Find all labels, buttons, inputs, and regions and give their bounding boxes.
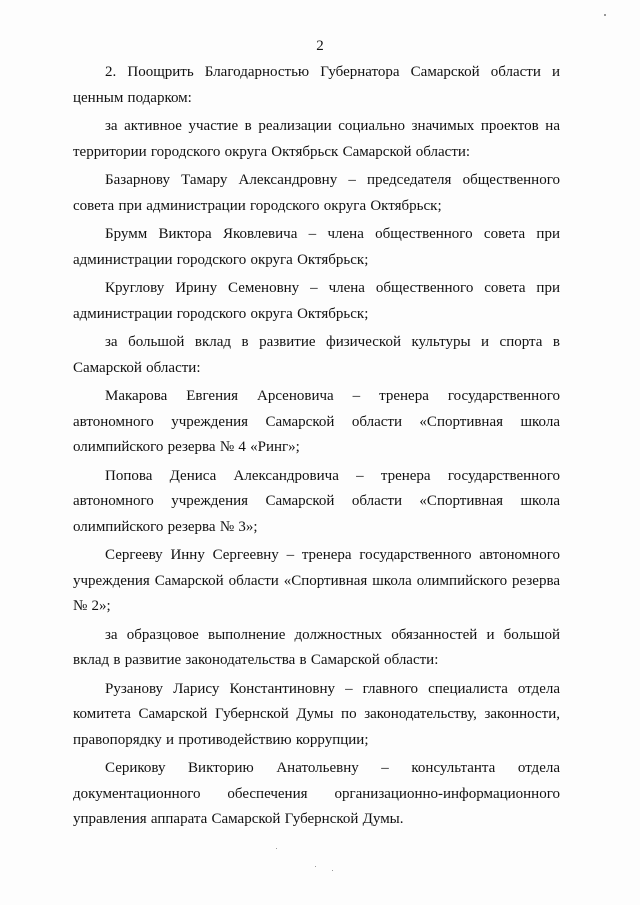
paragraph-person-sergeeva: Сергееву Инну Сергеевну – тренера государственного автономного учреждения Самарской области «Спортивная школа олимпийского резерва № 2»; (73, 547, 560, 614)
paragraph-person-serikova: Серикову Викторию Анатольевну – консультанта отдела документационного обеспечения организационно-информационного управления аппарата Самарской Губернской Думы. (73, 760, 560, 827)
document-body (73, 60, 560, 833)
paragraph-person-brumm: Брумм Виктора Яковлевича – члена общественного совета при администрации городского округа Октябрьск; (73, 226, 560, 268)
scan-speck (332, 870, 333, 871)
scan-speck (276, 848, 277, 849)
page-number: 2 (316, 38, 324, 54)
paragraph-category-social-projects: за активное участие в реализации социально значимых проектов на территории городского округа Октябрьск Самарской области: (73, 118, 560, 160)
paragraph-person-kruglova: Круглову Ирину Семеновну – члена общественного совета при администрации городского округа Октябрьск; (73, 280, 560, 322)
paragraph-person-popov: Попова Дениса Александровича – тренера государственного автономного учреждения Самарской области «Спортивная школа олимпийского резерва № 3»; (73, 467, 560, 535)
paragraph-category-legislation: за образцовое выполнение должностных обязанностей и большой вклад в развитие законодательства в Самарской области: (73, 626, 560, 668)
paragraph-person-makarov: Макарова Евгения Арсеновича – тренера государственного автономного учреждения Самарской области «Спортивная школа олимпийского резерва № 4 «Ринг»; (73, 388, 560, 455)
scan-speck (604, 14, 606, 16)
paragraph-award-intro: 2. Поощрить Благодарностью Губернатора Самарской области и ценным подарком: (73, 64, 560, 106)
paragraph-person-bazarnova: Базарнову Тамару Александровну – председателя общественного совета при администрации городского округа Октябрьск; (73, 172, 560, 214)
paragraph-person-ruzanova: Рузанову Ларису Константиновну – главного специалиста отдела комитета Самарской Губернской Думы по законодательству, законности, правопорядку и противодействию коррупции; (73, 680, 560, 748)
scan-speck (315, 866, 316, 867)
paragraph-category-sports: за большой вклад в развитие физической культуры и спорта в Самарской области: (73, 334, 560, 376)
